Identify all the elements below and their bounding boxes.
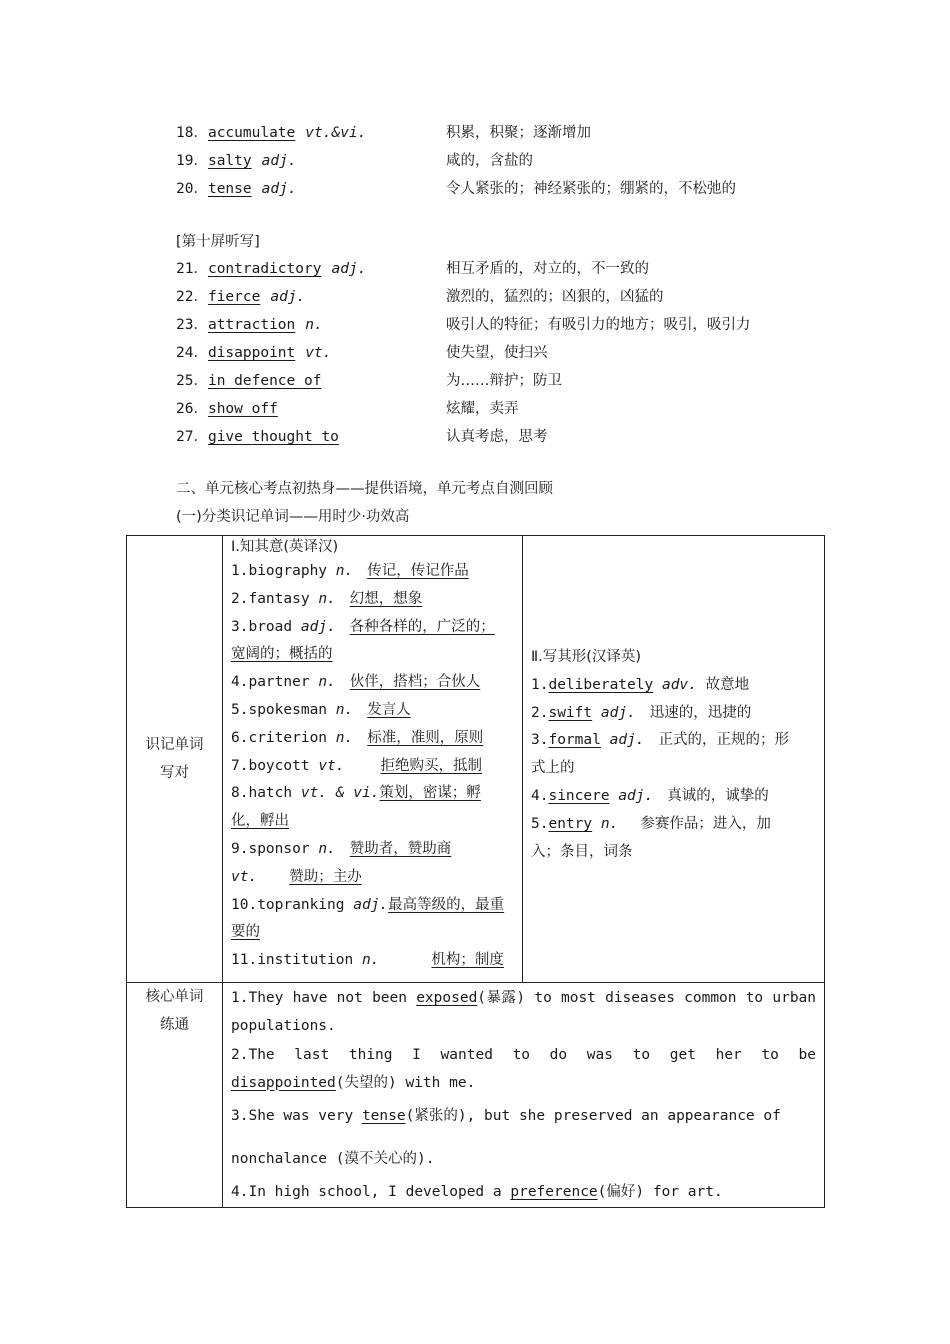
vocab-meaning: 令人紧张的；神经紧张的；绷紧的，不松弛的	[446, 181, 736, 197]
sentence-text: (偏好) for art.	[597, 1184, 723, 1200]
list-item-continued	[223, 864, 522, 892]
sentence-text: 2.The last thing I wanted to do was to get her to be	[231, 1047, 816, 1063]
part-of-speech: n.	[305, 317, 323, 333]
list-item	[223, 947, 522, 975]
sentence-text: (暴露) to most diseases common to urban populations.	[231, 990, 817, 1034]
part-of-speech: n.	[318, 590, 336, 607]
item-number: 21．	[176, 261, 208, 277]
category-label: 核心单词	[145, 989, 204, 1005]
vocab-meaning: 咸的，含盐的	[446, 153, 533, 169]
item-number: 26．	[176, 401, 208, 417]
vocab-meaning: 激烈的，猛烈的；凶狠的，凶猛的	[446, 289, 664, 305]
answer-text: sincere	[548, 787, 610, 804]
vocab-meaning: 炫耀，卖弄	[446, 401, 519, 417]
list-item	[223, 614, 522, 642]
category-cell	[127, 536, 223, 983]
practice-sentence	[223, 1040, 824, 1097]
list-item-continued	[223, 808, 522, 836]
item-number: 5.	[531, 815, 549, 832]
answer-text: 机构；制度	[431, 952, 504, 969]
part-of-speech: adj.	[261, 153, 297, 169]
vocab-meaning: 认真考虑，思考	[446, 429, 548, 445]
list-item	[223, 586, 522, 614]
answer-text: 策划，密谋；孵	[379, 785, 481, 802]
item-number: 4.	[531, 787, 549, 804]
answer-text: tense	[361, 1108, 406, 1124]
item-number: 24．	[176, 345, 208, 361]
part-of-speech: vt.&vi.	[305, 125, 367, 141]
list-item	[223, 669, 522, 697]
sentence-text: (失望的) with me.	[335, 1074, 476, 1091]
answer-text: 传记，传记作品	[367, 563, 469, 579]
category-cell	[127, 983, 223, 1208]
part-of-speech: n.	[600, 815, 619, 832]
sentence-practice-cell	[223, 983, 825, 1208]
category-label: 写对	[160, 765, 189, 781]
category-label: 练通	[160, 1017, 189, 1033]
answer-text: 赞助者，赞助商	[349, 840, 452, 857]
item-word: 1.biography	[231, 563, 328, 579]
answer-text: 发言人	[367, 701, 411, 718]
list-item	[223, 892, 522, 920]
part-of-speech: vt.	[231, 868, 258, 885]
item-word: 11.institution	[231, 952, 354, 969]
part-of-speech: n.	[335, 729, 354, 746]
vocab-meaning: 为……辩护；防卫	[446, 373, 562, 389]
section-label: [第十屏听写]	[176, 234, 260, 250]
answer-text: entry	[548, 815, 593, 832]
item-number: 25．	[176, 373, 208, 389]
list-item-continued	[223, 641, 522, 669]
list-item	[523, 727, 824, 755]
vocab-word: show off	[207, 401, 278, 417]
item-number: 2.	[531, 704, 549, 721]
vocab-meaning: 使失望，使扫兴	[446, 345, 548, 361]
item-word: 4.partner	[231, 674, 310, 691]
answer-text: deliberately	[548, 676, 654, 693]
answer-text: preference	[510, 1184, 598, 1200]
item-word: 7.boycott	[231, 757, 310, 774]
vocab-exercise-table	[126, 535, 825, 1208]
list-item	[523, 672, 824, 700]
answer-text: 化，孵出	[231, 813, 289, 830]
part-of-speech: adj.	[300, 618, 336, 635]
english-to-chinese-cell	[223, 536, 523, 983]
part-of-speech: n.	[361, 952, 380, 969]
practice-sentence	[223, 1101, 824, 1131]
vocab-meaning: 吸引人的特征；有吸引力的地方；吸引，吸引力	[446, 317, 751, 333]
vocab-word: contradictory	[207, 261, 322, 277]
answer-text: 赞助；主办	[289, 868, 362, 885]
list-item	[223, 558, 522, 586]
item-number: 3.	[531, 732, 549, 749]
item-word: 8.hatch	[231, 785, 293, 802]
practice-sentence-continued: nonchalance (漠不关心的).	[231, 1150, 435, 1167]
answer-text: formal	[548, 732, 601, 749]
vocab-word: in defence of	[207, 373, 322, 389]
item-number: 19．	[176, 153, 208, 169]
list-item	[523, 783, 824, 811]
item-meaning: 参赛作品；进入，加	[640, 815, 771, 832]
part-of-speech: n.	[335, 563, 354, 579]
vocab-word: attraction	[207, 317, 296, 333]
subsection-heading: (一)分类识记单词——用时少·功效高	[176, 509, 410, 525]
item-meaning: 故意地	[705, 676, 750, 693]
item-number: 23．	[176, 317, 208, 333]
item-word: 5.spokesman	[231, 701, 328, 718]
part-of-speech: adj.	[331, 261, 367, 277]
answer-text: 要的	[231, 924, 260, 941]
sentence-text: 3.She was very	[231, 1108, 362, 1124]
list-item	[223, 725, 522, 753]
part-of-speech: n.	[318, 840, 336, 857]
answer-text: 宽阔的；概括的	[231, 646, 333, 663]
item-word: 3.broad	[231, 618, 293, 635]
answer-text: swift	[548, 704, 593, 721]
sentence-text: 1.They have not been	[231, 990, 417, 1006]
answer-text: exposed	[416, 990, 478, 1006]
item-number: 22．	[176, 289, 208, 305]
list-item-continued	[223, 919, 522, 947]
part-of-speech: n.	[318, 674, 336, 691]
item-word: 6.criterion	[231, 729, 328, 746]
column-header: Ⅰ.知其意(英译汉)	[231, 539, 339, 555]
table-row	[127, 536, 825, 983]
list-item	[223, 753, 522, 781]
vocab-meaning: 积累，积聚；逐渐增加	[446, 125, 591, 141]
answer-text: 幻想，想象	[349, 590, 423, 607]
part-of-speech: adj.	[600, 704, 636, 721]
part-of-speech: vt. & vi.	[300, 785, 380, 802]
part-of-speech: vt.	[318, 757, 345, 774]
item-meaning: 正式的，正规的；形	[658, 732, 790, 749]
list-item-continued: 入；条目，词条	[531, 843, 633, 860]
part-of-speech: vt.	[305, 345, 332, 361]
category-label: 识记单词	[145, 737, 204, 753]
vocab-word: give thought to	[207, 429, 339, 445]
item-number: 1.	[531, 676, 549, 693]
item-meaning: 迅速的，迅捷的	[649, 704, 752, 721]
list-item	[223, 836, 522, 864]
chinese-to-english-cell	[523, 536, 825, 983]
item-number: 18．	[176, 125, 208, 141]
part-of-speech: adj.	[261, 181, 297, 197]
item-number: 20．	[176, 181, 208, 197]
answer-text: 拒绝购买，抵制	[380, 757, 483, 774]
list-item-continued: 式上的	[531, 760, 575, 777]
list-item	[523, 811, 824, 839]
practice-sentence	[223, 983, 824, 1040]
item-word: 2.fantasy	[231, 590, 310, 607]
answer-text: 标准，准则，原则	[367, 729, 484, 746]
part-of-speech: adv.	[661, 676, 697, 693]
vocab-word: disappoint	[207, 345, 296, 361]
part-of-speech: adj.	[270, 289, 306, 305]
item-number: 27．	[176, 429, 208, 445]
sentence-text: (紧张的), but she preserved an appearance of	[405, 1108, 781, 1124]
item-word: 10.topranking	[231, 896, 345, 913]
column-header: Ⅱ.写其形(汉译英)	[531, 649, 642, 665]
vocab-word: fierce	[207, 289, 261, 305]
list-item	[223, 697, 522, 725]
list-item	[523, 700, 824, 728]
sentence-text: 4.In high school, I developed a	[231, 1184, 511, 1200]
part-of-speech: n.	[335, 701, 354, 718]
practice-sentence	[223, 1177, 824, 1207]
list-item	[223, 780, 522, 808]
item-word: 9.sponsor	[231, 840, 310, 857]
section-heading: 二、单元核心考点初热身——提供语境，单元考点自测回顾	[176, 481, 553, 497]
part-of-speech: adj.	[353, 896, 389, 913]
part-of-speech: adj.	[609, 732, 645, 749]
answer-text: 各种各样的，广泛的；	[349, 618, 495, 635]
vocab-word: accumulate	[207, 125, 296, 141]
answer-text: disappointed	[231, 1074, 336, 1091]
answer-text: 伙伴，搭档；合伙人	[349, 674, 481, 691]
item-meaning: 真诚的，诚挚的	[667, 787, 769, 804]
part-of-speech: adj.	[618, 787, 654, 804]
vocab-word: tense	[207, 181, 252, 197]
table-row	[127, 983, 825, 1208]
vocab-meaning: 相互矛盾的，对立的，不一致的	[446, 261, 649, 277]
answer-text: 最高等级的，最重	[388, 896, 505, 913]
vocab-word: salty	[207, 153, 252, 169]
